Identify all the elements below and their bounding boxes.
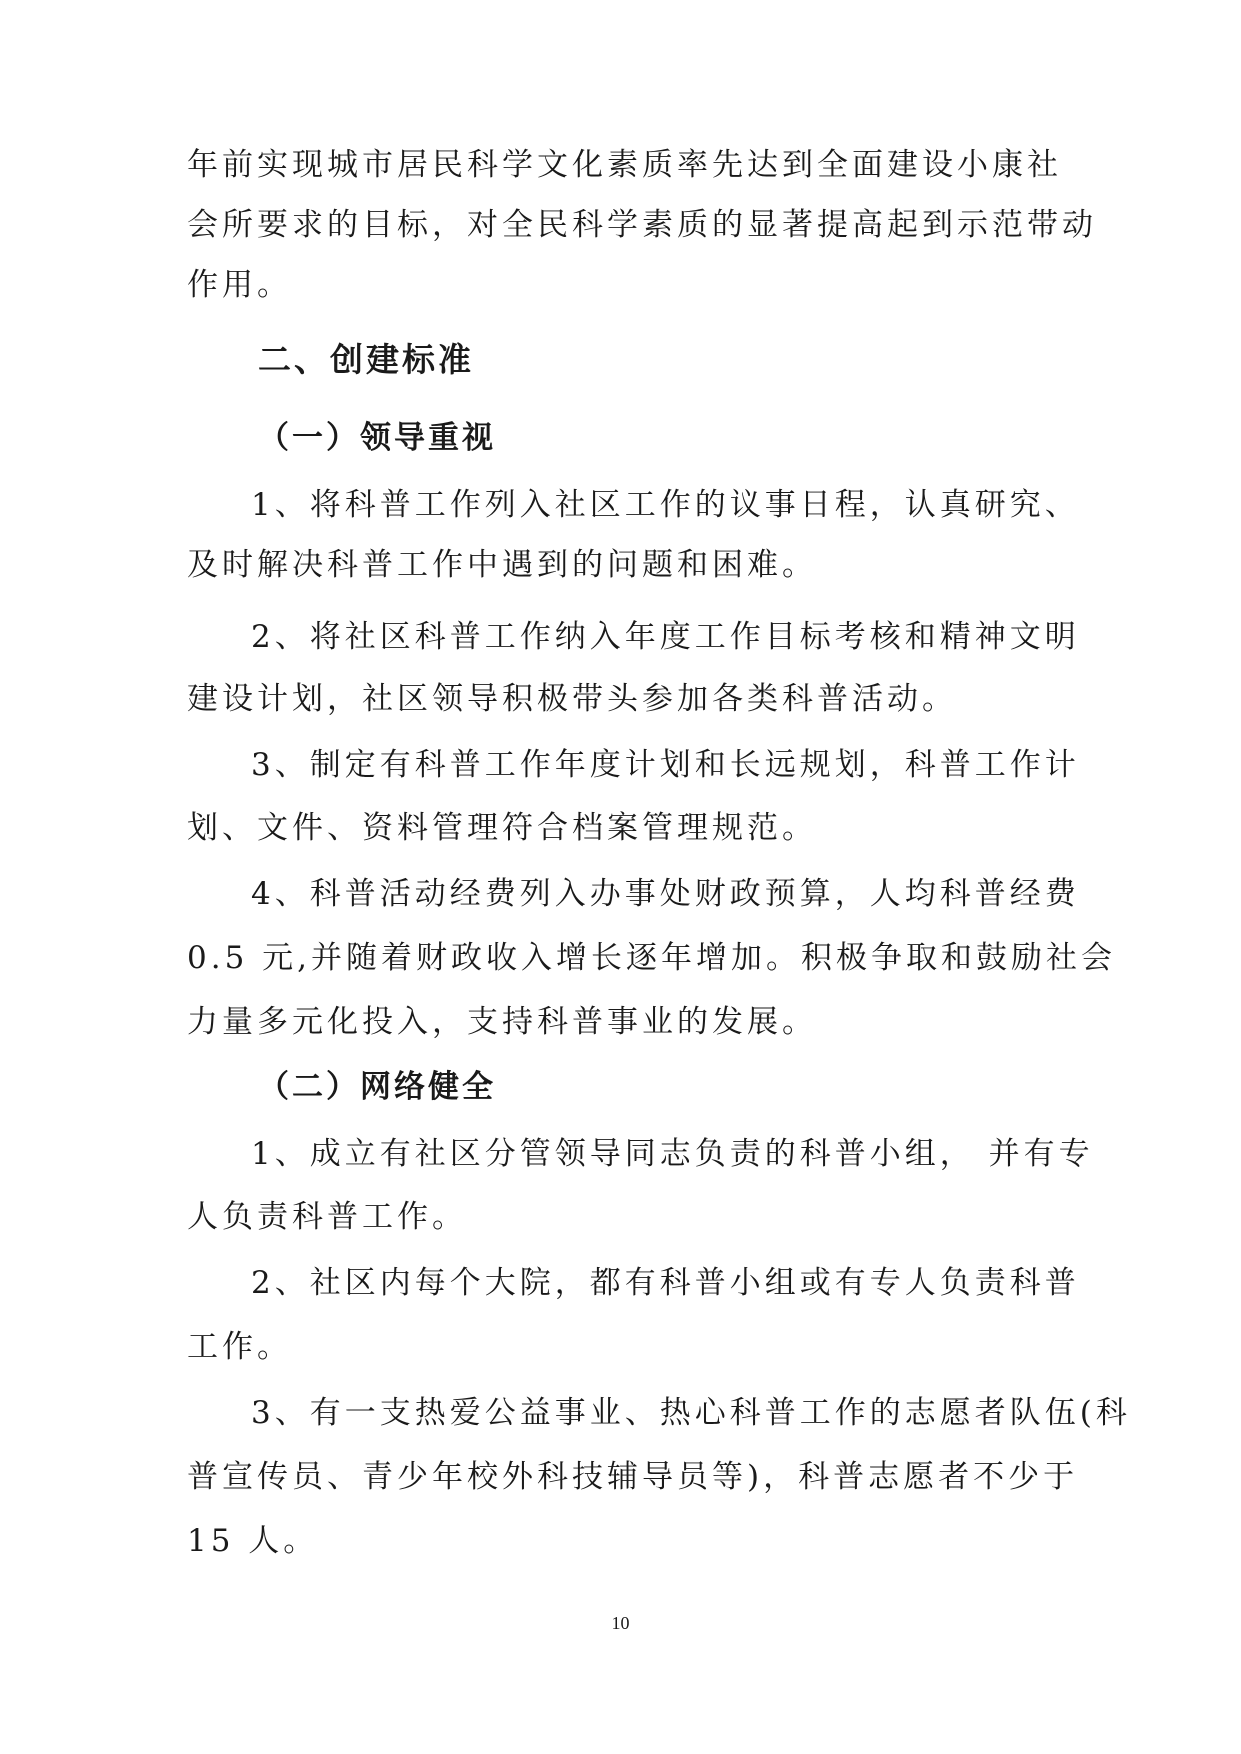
list-item-line: 力量多元化投入，支持科普事业的发展。 <box>187 1004 817 1040</box>
list-item-line: 普宣传员、青少年校外科技辅导员等)，科普志愿者不少于 <box>187 1459 1079 1495</box>
list-item-line: 划、文件、资料管理符合档案管理规范。 <box>187 810 817 846</box>
list-item-line: 1、成立有社区分管领导同志负责的科普小组， 并有专 <box>251 1136 1094 1172</box>
list-item-line: 工作。 <box>187 1329 292 1365</box>
paragraph-line: 作用。 <box>187 267 292 303</box>
paragraph-line: 会所要求的目标，对全民科学素质的显著提高起到示范带动 <box>187 207 1097 243</box>
list-item-line: 1、将科普工作列入社区工作的议事日程，认真研究、 <box>251 487 1080 523</box>
page-number: 10 <box>611 1613 630 1633</box>
list-item-line: 4、科普活动经费列入办事处财政预算，人均科普经费 <box>251 876 1080 912</box>
list-item-line: 15 人。 <box>187 1523 319 1559</box>
paragraph-line: 年前实现城市居民科学文化素质率先达到全面建设小康社 <box>187 147 1062 183</box>
list-item-line: 及时解决科普工作中遇到的问题和困难。 <box>187 547 817 583</box>
section-heading: 二、创建标准 <box>258 340 474 379</box>
list-item-line: 2、社区内每个大院，都有科普小组或有专人负责科普 <box>251 1265 1080 1301</box>
subsection-heading: （二）网络健全 <box>258 1069 496 1105</box>
list-item-line: 建设计划，社区领导积极带头参加各类科普活动。 <box>187 681 957 717</box>
list-item-line: 人负责科普工作。 <box>187 1199 467 1235</box>
subsection-heading: （一）领导重视 <box>258 420 496 456</box>
list-item-line: 0.5 元,并随着财政收入增长逐年增加。积极争取和鼓励社会 <box>187 940 1117 976</box>
list-item-line: 2、将社区科普工作纳入年度工作目标考核和精神文明 <box>251 619 1080 655</box>
list-item-line: 3、有一支热爱公益事业、热心科普工作的志愿者队伍(科 <box>251 1395 1131 1431</box>
list-item-line: 3、制定有科普工作年度计划和长远规划，科普工作计 <box>251 747 1080 783</box>
